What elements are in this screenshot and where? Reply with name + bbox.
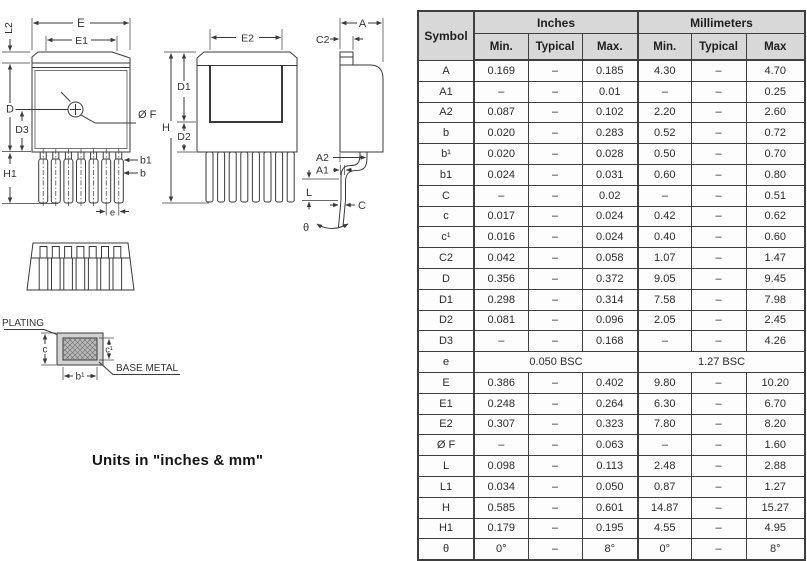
value-cell: –: [528, 476, 582, 497]
dim-label-b1-section: b¹: [75, 371, 85, 383]
value-cell: 0.386: [474, 372, 528, 393]
value-cell: –: [528, 414, 582, 435]
dim-label-b1: b1: [140, 154, 152, 167]
table-subheader-row: [418, 34, 805, 61]
table-row: [418, 185, 805, 206]
value-cell: –: [528, 144, 582, 165]
value-cell: 8°: [582, 539, 638, 560]
value-cell: –: [691, 289, 746, 310]
table-row: [418, 352, 805, 373]
value-cell: 9.45: [746, 268, 805, 289]
value-cell: –: [528, 248, 582, 269]
value-cell: 0.314: [582, 289, 638, 310]
value-cell: 0.042: [474, 248, 528, 269]
value-cell: –: [528, 185, 582, 206]
value-cell: 0.60: [638, 164, 691, 185]
value-cell: –: [691, 102, 746, 123]
table-row: [418, 331, 805, 352]
value-cell: 0.024: [582, 227, 638, 248]
value-cell: 14.87: [638, 497, 691, 518]
value-cell: –: [528, 435, 582, 456]
base-metal-label: BASE METAL: [116, 363, 179, 374]
table-row: [418, 81, 805, 102]
value-cell: 0.40: [638, 227, 691, 248]
value-cell: 0.113: [582, 456, 638, 477]
dim-label-E2: E2: [241, 32, 254, 45]
value-cell: 0.169: [474, 60, 528, 81]
value-cell: –: [528, 289, 582, 310]
table-row: [418, 310, 805, 331]
merged-value-cell: 0.050 BSC: [474, 352, 638, 373]
value-cell: –: [528, 497, 582, 518]
side-tab-outline: [340, 52, 353, 65]
symbol-cell: E: [418, 372, 474, 393]
dim-label-D: D: [6, 103, 14, 116]
dim-label-E: E: [77, 18, 85, 30]
value-cell: 0.402: [582, 372, 638, 393]
symbol-cell: Ø F: [418, 435, 474, 456]
dim-label-hole-diameter: Ø F: [138, 109, 157, 121]
value-cell: 0.016: [474, 227, 528, 248]
dim-label-C: C: [358, 200, 366, 212]
table-row: [418, 497, 805, 518]
units-note: Units in "inches & mm": [92, 452, 264, 469]
table-row: [418, 476, 805, 497]
value-cell: –: [528, 393, 582, 414]
value-cell: 8°: [746, 539, 805, 560]
value-cell: 0.063: [582, 435, 638, 456]
value-cell: –: [691, 227, 746, 248]
symbol-cell: c: [418, 206, 474, 227]
symbol-column-header: Symbol: [418, 11, 474, 60]
value-cell: –: [691, 414, 746, 435]
value-cell: –: [528, 81, 582, 102]
inches-group-header: Inches: [474, 11, 638, 34]
value-cell: –: [528, 310, 582, 331]
symbol-cell: L1: [418, 476, 474, 497]
value-cell: –: [528, 539, 582, 560]
value-cell: –: [528, 456, 582, 477]
side-view: [302, 18, 383, 234]
table-row: [418, 435, 805, 456]
plating-label: PLATING: [2, 318, 45, 329]
dim-label-A2: A2: [316, 152, 329, 164]
back-view: [162, 29, 297, 203]
value-cell: –: [691, 123, 746, 144]
value-cell: –: [691, 518, 746, 539]
value-cell: 0.372: [582, 268, 638, 289]
symbol-cell: b¹: [418, 144, 474, 165]
symbol-cell: D1: [418, 289, 474, 310]
value-cell: 0.102: [582, 102, 638, 123]
mm-min-header: Min.: [638, 34, 691, 61]
value-cell: 0.024: [474, 164, 528, 185]
inches-typical-header: Typical: [528, 34, 582, 61]
symbol-cell: c¹: [418, 227, 474, 248]
value-cell: –: [691, 310, 746, 331]
dim-label-theta: θ: [303, 222, 310, 234]
value-cell: 0.020: [474, 144, 528, 165]
symbol-cell: D: [418, 268, 474, 289]
value-cell: –: [528, 227, 582, 248]
value-cell: 4.70: [746, 60, 805, 81]
dim-label-pitch-e: e: [109, 207, 116, 219]
table-row: [418, 414, 805, 435]
table-row: [418, 144, 805, 165]
value-cell: 0.096: [582, 310, 638, 331]
dimension-table-body: [418, 60, 805, 560]
value-cell: 0.42: [638, 206, 691, 227]
front-view: [2, 18, 157, 219]
value-cell: 0.02: [582, 185, 638, 206]
value-cell: 4.95: [746, 518, 805, 539]
dim-label-H: H: [162, 122, 170, 134]
value-cell: 0.168: [582, 331, 638, 352]
inches-max-header: Max.: [582, 34, 638, 61]
value-cell: 4.26: [746, 331, 805, 352]
table-row: [418, 456, 805, 477]
value-cell: 0.52: [638, 123, 691, 144]
value-cell: 0.01: [582, 81, 638, 102]
table-group-header-row: [418, 11, 805, 34]
value-cell: 0.72: [746, 123, 805, 144]
value-cell: 9.80: [638, 372, 691, 393]
value-cell: 7.80: [638, 414, 691, 435]
value-cell: –: [528, 164, 582, 185]
dim-label-C2: C2: [316, 34, 330, 46]
table-row: [418, 539, 805, 560]
value-cell: 1.07: [638, 248, 691, 269]
value-cell: 1.47: [746, 248, 805, 269]
mm-typical-header: Typical: [691, 34, 746, 61]
value-cell: 0.80: [746, 164, 805, 185]
symbol-cell: e: [418, 352, 474, 373]
table-row: [418, 60, 805, 81]
dim-label-D3: D3: [15, 124, 29, 136]
value-cell: 0.585: [474, 497, 528, 518]
value-cell: 0.298: [474, 289, 528, 310]
inches-min-header: Min.: [474, 34, 528, 61]
value-cell: 0.70: [746, 144, 805, 165]
side-body-outline: [340, 65, 383, 152]
table-row: [418, 518, 805, 539]
value-cell: –: [528, 331, 582, 352]
value-cell: 6.70: [746, 393, 805, 414]
table-row: [418, 393, 805, 414]
side-lead: [341, 152, 360, 200]
value-cell: –: [691, 497, 746, 518]
symbol-cell: A2: [418, 102, 474, 123]
value-cell: 0.195: [582, 518, 638, 539]
table-row: [418, 123, 805, 144]
value-cell: 2.45: [746, 310, 805, 331]
table-row: [418, 164, 805, 185]
symbol-cell: C: [418, 185, 474, 206]
value-cell: –: [474, 185, 528, 206]
millimeters-group-header: Millimeters: [638, 11, 805, 34]
value-cell: 0.185: [582, 60, 638, 81]
value-cell: 2.05: [638, 310, 691, 331]
table-row: [418, 248, 805, 269]
value-cell: 0.323: [582, 414, 638, 435]
dim-label-A1: A1: [316, 164, 329, 177]
table-row: [418, 289, 805, 310]
value-cell: 2.60: [746, 102, 805, 123]
value-cell: –: [528, 268, 582, 289]
value-cell: –: [638, 435, 691, 456]
value-cell: 0.050: [582, 476, 638, 497]
dim-label-E1: E1: [75, 35, 88, 47]
value-cell: 8.20: [746, 414, 805, 435]
table-row: [418, 102, 805, 123]
mm-max-header: Max: [746, 34, 805, 61]
symbol-cell: θ: [418, 539, 474, 560]
symbol-cell: H1: [418, 518, 474, 539]
dim-label-L2: L2: [3, 22, 15, 34]
dim-label-c: c: [42, 344, 48, 356]
value-cell: 0.50: [638, 144, 691, 165]
value-cell: –: [638, 331, 691, 352]
front-tab-outline: [32, 52, 130, 63]
bottom-lead-faces: [39, 258, 121, 290]
symbol-cell: H: [418, 497, 474, 518]
value-cell: 1.60: [746, 435, 805, 456]
value-cell: 2.48: [638, 456, 691, 477]
value-cell: –: [528, 123, 582, 144]
dim-label-D1: D1: [177, 81, 191, 93]
dim-label-D2: D2: [177, 131, 191, 143]
value-cell: –: [528, 102, 582, 123]
value-cell: 0.020: [474, 123, 528, 144]
value-cell: –: [691, 539, 746, 560]
back-tab-cutout: [210, 66, 282, 122]
front-body-outline: [32, 63, 130, 152]
table-row: [418, 206, 805, 227]
value-cell: –: [691, 372, 746, 393]
symbol-cell: D2: [418, 310, 474, 331]
value-cell: 2.88: [746, 456, 805, 477]
value-cell: 0.601: [582, 497, 638, 518]
value-cell: 0.087: [474, 102, 528, 123]
value-cell: –: [691, 144, 746, 165]
value-cell: 4.30: [638, 60, 691, 81]
value-cell: 0.25: [746, 81, 805, 102]
value-cell: –: [474, 81, 528, 102]
value-cell: 1.27: [746, 476, 805, 497]
value-cell: –: [474, 435, 528, 456]
value-cell: 0.62: [746, 206, 805, 227]
value-cell: –: [691, 81, 746, 102]
dim-label-H1: H1: [3, 168, 17, 180]
value-cell: 0.098: [474, 456, 528, 477]
value-cell: –: [528, 206, 582, 227]
value-cell: 0°: [474, 539, 528, 560]
table-row: [418, 372, 805, 393]
table-row: [418, 268, 805, 289]
value-cell: 4.55: [638, 518, 691, 539]
bottom-lead-tabs: [40, 247, 121, 259]
value-cell: –: [638, 81, 691, 102]
dim-label-b: b: [140, 167, 146, 180]
value-cell: –: [691, 331, 746, 352]
value-cell: 0.024: [582, 206, 638, 227]
value-cell: 0.034: [474, 476, 528, 497]
symbol-cell: D3: [418, 331, 474, 352]
value-cell: 0.60: [746, 227, 805, 248]
value-cell: –: [638, 185, 691, 206]
value-cell: –: [474, 331, 528, 352]
value-cell: 0.264: [582, 393, 638, 414]
lead-section-detail: [2, 318, 180, 383]
symbol-cell: E2: [418, 414, 474, 435]
bottom-view: [27, 243, 134, 290]
value-cell: –: [691, 185, 746, 206]
dimension-table: [417, 10, 806, 561]
value-cell: –: [691, 60, 746, 81]
symbol-cell: E1: [418, 393, 474, 414]
symbol-cell: C2: [418, 248, 474, 269]
value-cell: 0.51: [746, 185, 805, 206]
value-cell: 10.20: [746, 372, 805, 393]
value-cell: –: [691, 456, 746, 477]
back-leads: [206, 152, 294, 202]
bottom-body-outline: [27, 243, 134, 290]
value-cell: –: [691, 476, 746, 497]
value-cell: 6.30: [638, 393, 691, 414]
value-cell: –: [528, 518, 582, 539]
symbol-cell: A: [418, 60, 474, 81]
table-row: [418, 227, 805, 248]
value-cell: 0.017: [474, 206, 528, 227]
symbol-cell: L: [418, 456, 474, 477]
dim-label-A: A: [358, 18, 367, 30]
value-cell: 0.356: [474, 268, 528, 289]
symbol-cell: b1: [418, 164, 474, 185]
value-cell: 9.05: [638, 268, 691, 289]
value-cell: 15.27: [746, 497, 805, 518]
value-cell: 7.58: [638, 289, 691, 310]
merged-value-cell: 1.27 BSC: [638, 352, 805, 373]
dim-label-L: L: [305, 187, 313, 199]
value-cell: –: [691, 206, 746, 227]
value-cell: 7.98: [746, 289, 805, 310]
value-cell: –: [691, 435, 746, 456]
value-cell: 0.081: [474, 310, 528, 331]
dim-label-c1: c¹: [105, 344, 113, 355]
value-cell: 0.028: [582, 144, 638, 165]
value-cell: 0.248: [474, 393, 528, 414]
value-cell: 2.20: [638, 102, 691, 123]
value-cell: 0.307: [474, 414, 528, 435]
value-cell: 0.283: [582, 123, 638, 144]
symbol-cell: b: [418, 123, 474, 144]
front-leads: [39, 149, 124, 206]
symbol-cell: A1: [418, 81, 474, 102]
value-cell: –: [528, 372, 582, 393]
value-cell: –: [691, 268, 746, 289]
value-cell: –: [691, 248, 746, 269]
value-cell: 0.058: [582, 248, 638, 269]
value-cell: 0.87: [638, 476, 691, 497]
value-cell: 0°: [638, 539, 691, 560]
value-cell: –: [691, 393, 746, 414]
value-cell: 0.031: [582, 164, 638, 185]
value-cell: –: [528, 60, 582, 81]
value-cell: –: [691, 164, 746, 185]
value-cell: 0.179: [474, 518, 528, 539]
